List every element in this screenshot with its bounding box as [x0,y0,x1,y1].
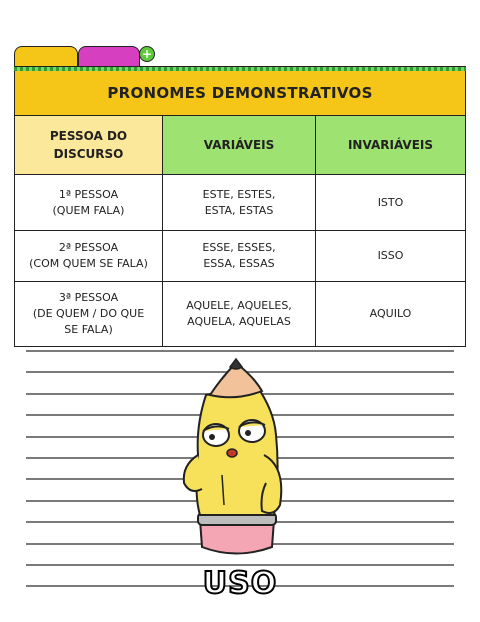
folder-tabs [14,46,466,68]
table-title: PRONOMES DEMONSTRATIVOS [107,84,373,102]
table-row [15,231,465,282]
cell-variaveis: AQUELE, AQUELES, AQUELA, AQUELAS [163,282,316,346]
cell-invariaveis: ISSO [377,249,404,262]
cell-pessoa: 3ª PESSOA (DE QUEM / DO QUE SE FALA) [15,282,163,346]
cell-pessoa: 1ª PESSOA (QUEM FALA) [15,175,163,230]
cell-variaveis: ESSE, ESSES, ESSA, ESSAS [163,231,316,281]
pronouns-table [14,71,466,347]
table-row [15,175,465,231]
header-variaveis: VARIÁVEIS [163,116,316,174]
cell-invariaveis: ISTO [377,195,404,209]
cell-pessoa: 2ª PESSOA (COM QUEM SE FALA) [15,231,163,281]
cell-invariaveis: AQUILO [369,307,412,320]
add-tab-icon[interactable]: + [139,46,155,62]
tab-yellow[interactable] [14,46,78,68]
header-invariaveis: INVARIÁVEIS [316,116,465,174]
cell-variaveis: ESTE, ESTES, ESTA, ESTAS [163,175,316,230]
caption-text: USO [202,566,278,601]
table-header-row [15,116,465,175]
table-row [15,282,465,346]
header-pessoa: PESSOA DO DISCURSO [15,116,163,174]
table-title-row [15,71,465,116]
pencil-character-icon [176,355,296,560]
tab-pink[interactable] [78,46,140,68]
